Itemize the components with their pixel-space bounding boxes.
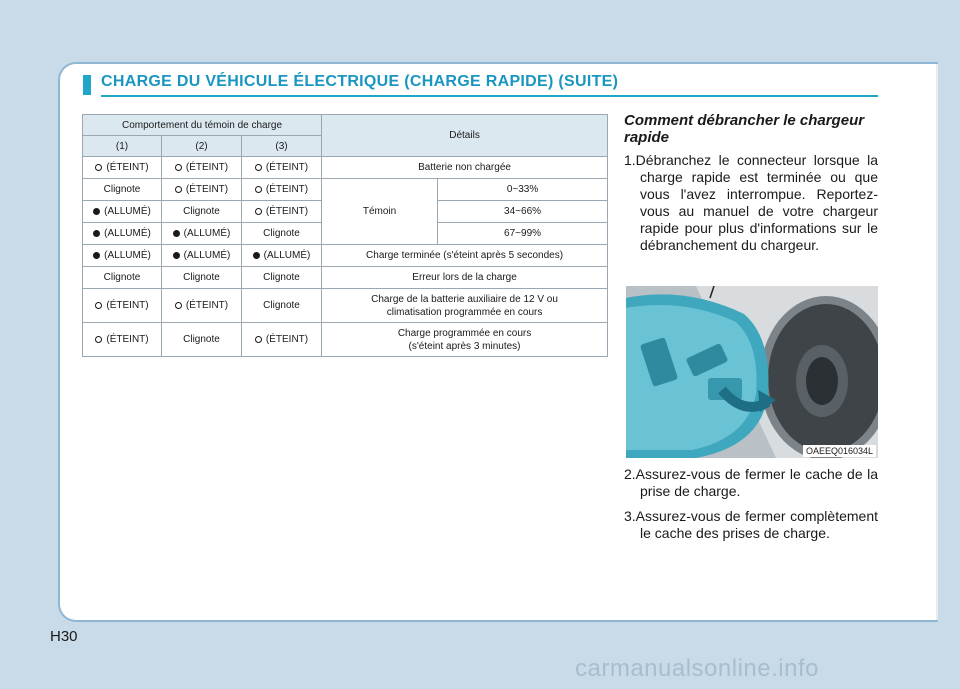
circle-outline-icon [95, 302, 102, 309]
table-cell: (ÉTEINT) [242, 179, 322, 201]
circle-outline-icon [175, 164, 182, 171]
section-header [83, 73, 878, 99]
circle-filled-icon [93, 252, 100, 259]
header-col-2: (2) [162, 136, 242, 157]
table-cell: Clignote [242, 289, 322, 323]
circle-filled-icon [253, 252, 260, 259]
table-row [83, 245, 608, 267]
circle-filled-icon [173, 252, 180, 259]
charge-indicator-table [82, 114, 608, 357]
table-row [83, 157, 608, 179]
table-cell: Clignote [83, 267, 162, 289]
header-details: Détails [322, 115, 608, 157]
circle-filled-icon [173, 230, 180, 237]
table-cell: Clignote [162, 267, 242, 289]
table-cell: Clignote [83, 179, 162, 201]
table-cell: Charge de la batterie auxiliaire de 12 V ou climatisation programmée en cours [322, 289, 608, 323]
circle-outline-icon [255, 186, 262, 193]
section-title: CHARGE DU VÉHICULE ÉLECTRIQUE (CHARGE RAPIDE) (SUITE) [101, 73, 619, 90]
circle-outline-icon [175, 302, 182, 309]
instruction-step-1: 1.Débranchez le connecteur lorsque la charge rapide est terminée ou que vous l'avez interrompue. Reportez-vous au manuel de votre chargeur rapide pour plus d'informations sur le débranchement du chargeur. [624, 152, 878, 253]
figure-code: OAEEQ016034L [803, 445, 876, 457]
table-cell: (ALLUMÉ) [162, 245, 242, 267]
table-cell: (ÉTEINT) [242, 323, 322, 357]
circle-filled-icon [93, 208, 100, 215]
header-accent-bar [83, 75, 91, 95]
page-number: H30 [50, 628, 78, 645]
table-cell: (ÉTEINT) [162, 179, 242, 201]
table-cell: (ÉTEINT) [83, 323, 162, 357]
table-cell: (ÉTEINT) [242, 157, 322, 179]
header-col-3: (3) [242, 136, 322, 157]
table-cell: 34~66% [438, 201, 608, 223]
table-cell: Charge terminée (s'éteint après 5 secondes) [322, 245, 608, 267]
table-cell: (ALLUMÉ) [83, 201, 162, 223]
instructions-continued [624, 466, 878, 550]
circle-outline-icon [255, 336, 262, 343]
watermark: carmanualsonline.info [575, 655, 819, 682]
table-row [83, 323, 608, 357]
table-cell: (ÉTEINT) [162, 289, 242, 323]
table-cell: Erreur lors de la charge [322, 267, 608, 289]
charge-port-figure [626, 286, 878, 458]
table-row [83, 289, 608, 323]
table-cell-temoin: Témoin [322, 179, 438, 245]
instructions-column [624, 112, 878, 254]
table-cell: Clignote [242, 267, 322, 289]
circle-outline-icon [95, 336, 102, 343]
circle-filled-icon [93, 230, 100, 237]
table-cell: (ALLUMÉ) [83, 223, 162, 245]
table-cell: (ÉTEINT) [83, 289, 162, 323]
header-indicator-behavior: Comportement du témoin de charge [83, 115, 322, 136]
circle-outline-icon [255, 164, 262, 171]
table-cell: (ÉTEINT) [162, 157, 242, 179]
table-cell: (ALLUMÉ) [162, 223, 242, 245]
table-cell: Batterie non chargée [322, 157, 608, 179]
subsection-title: Comment débrancher le chargeur rapide [624, 112, 865, 146]
instruction-step-3: 3.Assurez-vous de fermer complètement le cache des prises de charge. [624, 508, 878, 541]
circle-outline-icon [95, 164, 102, 171]
charge-port-illustration [626, 286, 878, 458]
instruction-step-2: 2.Assurez-vous de fermer le cache de la prise de charge. [624, 466, 878, 499]
table-cell: (ÉTEINT) [242, 201, 322, 223]
table-cell: Clignote [162, 201, 242, 223]
table-cell: Charge programmée en cours (s'éteint après 3 minutes) [322, 323, 608, 357]
table-cell: Clignote [162, 323, 242, 357]
table-cell: Clignote [242, 223, 322, 245]
table-cell: (ÉTEINT) [83, 157, 162, 179]
circle-outline-icon [255, 208, 262, 215]
header-rule [101, 95, 878, 97]
table-cell: (ALLUMÉ) [83, 245, 162, 267]
circle-outline-icon [175, 186, 182, 193]
table-cell: 67~99% [438, 223, 608, 245]
table-cell: (ALLUMÉ) [242, 245, 322, 267]
table-row [83, 179, 608, 201]
header-col-1: (1) [83, 136, 162, 157]
table-cell: 0~33% [438, 179, 608, 201]
table-row [83, 267, 608, 289]
